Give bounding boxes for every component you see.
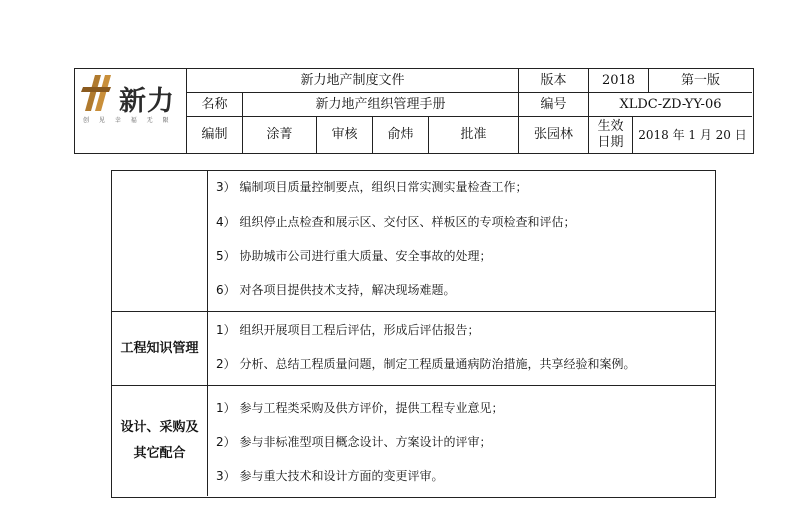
document-header bbox=[74, 68, 754, 154]
logo-slogan: 创 见 幸 福 无 限 bbox=[83, 117, 173, 124]
effective-value: 2018 年 1 月 20 日 bbox=[638, 127, 747, 142]
list-item: 6） 对各项目提供技术支持，解决现场难题。 bbox=[216, 283, 456, 297]
name-value: 新力地产组织管理手册 bbox=[243, 93, 519, 117]
effective-label: 生效日期 bbox=[589, 117, 633, 153]
row-label: 设计、采购及其它配合 bbox=[112, 386, 208, 496]
list-item: 2） 分析、总结工程质量问题，制定工程质量通病防治措施，共享经验和案例。 bbox=[216, 357, 636, 371]
row-label: 工程知识管理 bbox=[112, 312, 208, 385]
table-row bbox=[112, 311, 715, 385]
code-label: 编号 bbox=[519, 93, 589, 117]
responsibility-table bbox=[111, 170, 716, 498]
list-item: 3） 编制项目质量控制要点，组织日常实测实量检查工作； bbox=[216, 180, 528, 194]
table-row bbox=[112, 171, 715, 311]
author-label: 编制 bbox=[187, 117, 243, 153]
doc-type: 新力地产制度文件 bbox=[187, 69, 519, 93]
row-label bbox=[112, 171, 208, 311]
logo-text: 新力 bbox=[119, 86, 175, 117]
version-value: 第一版 bbox=[649, 69, 752, 93]
version-year: 2018 bbox=[589, 69, 649, 93]
approver-value: 张园林 bbox=[519, 117, 589, 153]
version-label: 版本 bbox=[519, 69, 589, 93]
author-value: 涂菁 bbox=[243, 117, 317, 153]
list-item: 1） 组织开展项目工程后评估，形成后评估报告； bbox=[216, 323, 480, 337]
list-item: 1） 参与工程类采购及供方评价，提供工程专业意见； bbox=[216, 401, 504, 415]
list-item: 2） 参与非标准型项目概念设计、方案设计的评审； bbox=[216, 435, 492, 449]
list-item: 5） 协助城市公司进行重大质量、安全事故的处理； bbox=[216, 249, 492, 263]
logo-cell bbox=[75, 69, 187, 153]
list-item: 4） 组织停止点检查和展示区、交付区、样板区的专项检查和评估； bbox=[216, 215, 576, 229]
xinli-logo-mark-icon bbox=[81, 73, 117, 113]
reviewer-label: 审核 bbox=[317, 117, 373, 153]
list-item: 3） 参与重大技术和设计方面的变更评审。 bbox=[216, 469, 444, 483]
approver-label: 批准 bbox=[429, 117, 519, 153]
name-label: 名称 bbox=[187, 93, 243, 117]
table-row bbox=[112, 385, 715, 496]
code-value: XLDC-ZD-YY-06 bbox=[589, 93, 752, 117]
reviewer-value: 俞炜 bbox=[373, 117, 429, 153]
